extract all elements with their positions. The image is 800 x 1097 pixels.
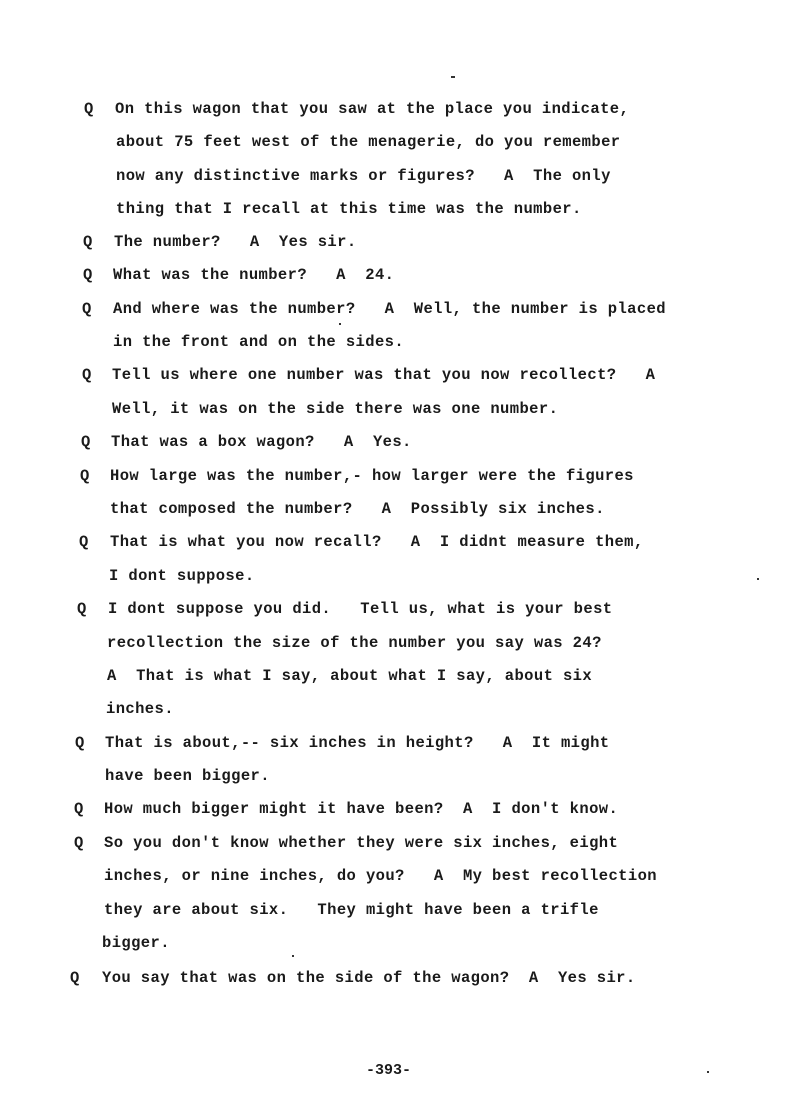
page-number: -393- <box>366 1062 412 1079</box>
transcript-line: I dont suppose you did. Tell us, what is your best <box>108 600 613 618</box>
speaker-marker: Q <box>75 734 85 752</box>
speaker-marker: Q <box>74 800 84 818</box>
transcript-line: How much bigger might it have been? A I don't know. <box>104 800 619 818</box>
transcript-line: that composed the number? A Possibly six inches. <box>110 500 605 518</box>
transcript-line: recollection the size of the number you say was 24? <box>107 634 602 652</box>
transcript-line: thing that I recall at this time was the number. <box>116 200 582 218</box>
speaker-marker: Q <box>80 467 90 485</box>
scan-speck <box>339 323 341 325</box>
transcript-line: That is about,-- six inches in height? A It might <box>105 734 610 752</box>
transcript-line: You say that was on the side of the wagon? A Yes sir. <box>102 969 636 987</box>
transcript-line: inches. <box>106 700 174 718</box>
transcript-line: have been bigger. <box>105 767 270 785</box>
transcript-line: they are about six. They might have been a trifle <box>104 901 599 919</box>
speaker-marker: Q <box>82 366 92 384</box>
speaker-marker: Q <box>84 100 94 118</box>
transcript-line: A That is what I say, about what I say, about six <box>107 667 593 685</box>
speaker-marker: Q <box>81 433 91 451</box>
scan-speck <box>451 76 455 78</box>
transcript-line: And where was the number? A Well, the number is placed <box>113 300 666 318</box>
speaker-marker: Q <box>74 834 84 852</box>
transcript-line: On this wagon that you saw at the place you indicate, <box>115 100 630 118</box>
transcript-line: How large was the number,- how larger were the figures <box>110 467 634 485</box>
transcript-line: now any distinctive marks or figures? A The only <box>116 167 611 185</box>
transcript-line: That is what you now recall? A I didnt measure them, <box>110 533 644 551</box>
transcript-line: about 75 feet west of the menagerie, do you remember <box>116 133 621 151</box>
scan-speck <box>707 1071 709 1073</box>
transcript-line: in the front and on the sides. <box>113 333 405 351</box>
speaker-marker: Q <box>77 600 87 618</box>
scan-speck <box>292 955 294 957</box>
transcript-line: That was a box wagon? A Yes. <box>111 433 412 451</box>
speaker-marker: Q <box>70 969 80 987</box>
transcript-line: What was the number? A 24. <box>113 266 395 284</box>
transcript-line: The number? A Yes sir. <box>114 233 357 251</box>
transcript-line: inches, or nine inches, do you? A My best recollection <box>104 867 657 885</box>
transcript-line: I dont suppose. <box>109 567 255 585</box>
scan-speck <box>757 578 759 580</box>
speaker-marker: Q <box>82 300 92 318</box>
speaker-marker: Q <box>79 533 89 551</box>
speaker-marker: Q <box>83 266 93 284</box>
transcript-line: So you don't know whether they were six inches, eight <box>104 834 619 852</box>
speaker-marker: Q <box>83 233 93 251</box>
transcript-line: bigger. <box>102 934 170 952</box>
transcript-line: Well, it was on the side there was one number. <box>112 400 559 418</box>
transcript-line: Tell us where one number was that you now recollect? A <box>112 366 656 384</box>
